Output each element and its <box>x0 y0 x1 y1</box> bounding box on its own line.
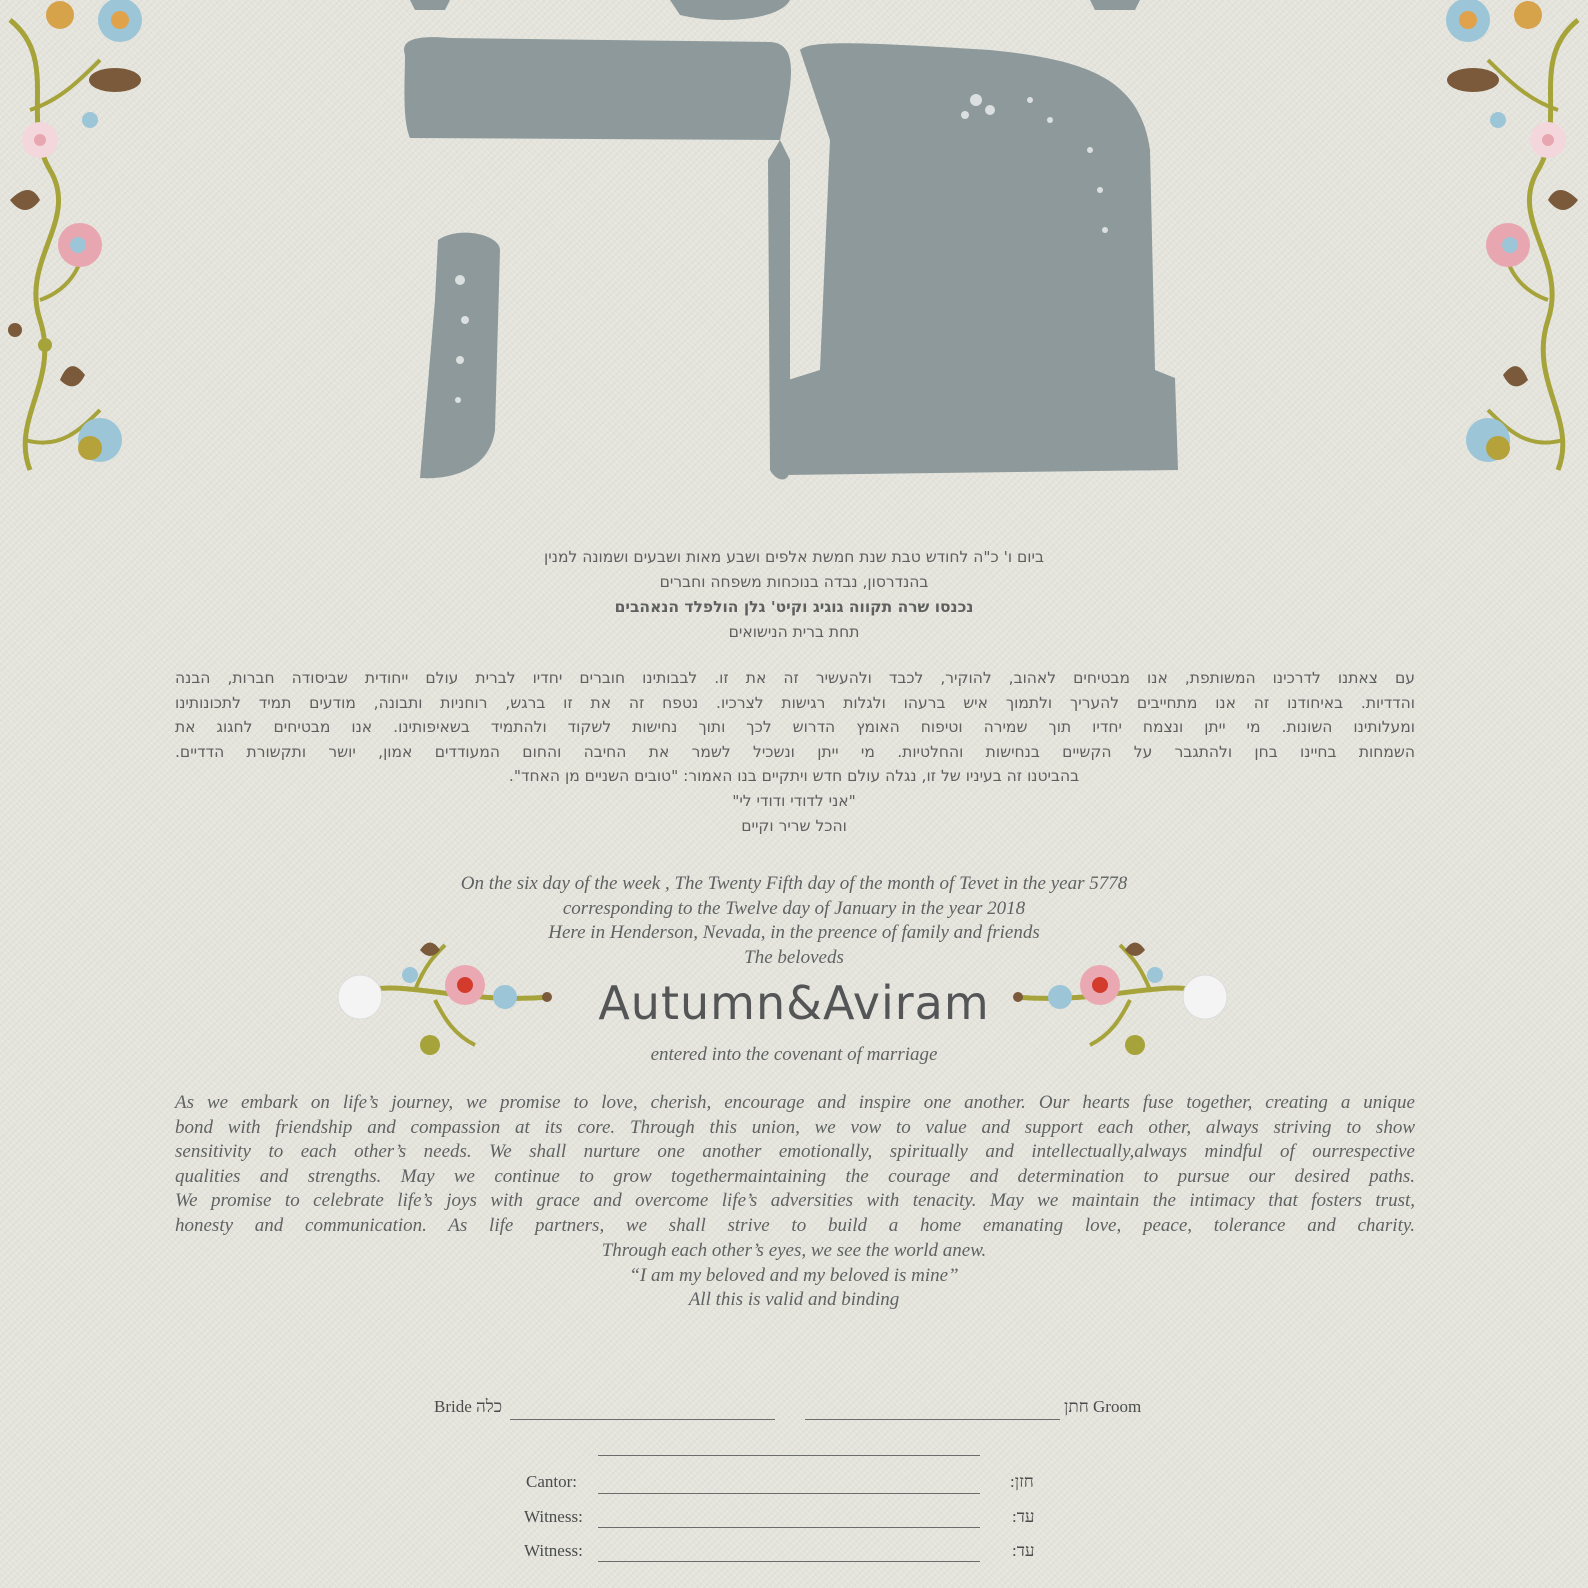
hebrew-intro-line: נכנסו שרה תקווה גוגיג וקיט' גלן הולפלד הנאהבים <box>614 598 974 616</box>
witness1-signature-line[interactable] <box>598 1527 980 1528</box>
english-body-line: sensitivity to each other’s needs. We shall nurture one another emotionally, spiritually and intellectually,always mindful of ourrespective <box>175 1141 1415 1163</box>
right-floral-border <box>1438 0 1588 500</box>
hebrew-body-line: והדדיות. באיחודנו זה אנו מתחייבים להעריך ולתמוך איש ברעהו ולגלות רגישות לצרכיו. נטפח זה את זו ברגש, רוחניות ותבונה, מודעים תמיד לתכונותינו <box>175 693 1415 712</box>
hebrew-body <box>175 666 1415 764</box>
english-body-line: As we embark on life’s journey, we promise to love, cherish, encourage and inspire one another. Our hearts fuse together, creating a unique <box>175 1092 1415 1113</box>
hebrew-closing-line: והכל שריר וקיים <box>741 817 847 835</box>
hebrew-intro-line: ביום ו' כ"ה לחודש טבת שנת חמשת אלפים ושבע מאות ושבעים ושמונה למנין <box>544 548 1044 566</box>
witness1-label: Witness: <box>524 1507 583 1526</box>
bride-signature-line[interactable] <box>510 1419 775 1420</box>
english-closing <box>0 1239 1588 1313</box>
english-intro-line: The beloveds <box>744 946 844 968</box>
hebrew-body-line: ומעלותינו השונות. מי ייתן ונצמח יחדיו תוך שמירה וטיפוח האומץ הדרוש לכך ותוך נחישות לשקוד ולהתמיד בשאיפותינו. אנו מבטיחים לחגוג את <box>175 718 1415 736</box>
hebrew-intro <box>0 545 1588 645</box>
english-intro-line: On the six day of the week , The Twenty Fifth day of the month of Tevet in the year 5778 <box>460 873 1128 894</box>
witness2-signature-line[interactable] <box>598 1561 980 1562</box>
hebrew-closing-line: בהביטנו זה בעיניו של זו, נגלה עולם חדש ויתקיים בנו האמור: "טובים השניים מן האחד". <box>508 767 1080 785</box>
english-body-line: qualities and strengths. May we continue to grow togethermaintaining the courage and determination to pursue our desired paths. <box>175 1165 1415 1187</box>
flower-icon <box>8 0 142 462</box>
hebrew-closing-line: "אני לדודי ודודי לי" <box>732 792 856 810</box>
english-closing-line: Through each other’s eyes, we see the world anew. <box>601 1240 987 1261</box>
cantor-label: Cantor: <box>526 1472 577 1491</box>
english-intro-line: corresponding to the Twelve day of January in the year 2018 <box>562 897 1026 919</box>
covenant-line: entered into the covenant of marriage <box>650 1044 938 1065</box>
witness2-label-hebrew: :עד <box>1012 1541 1035 1560</box>
english-closing-line: All this is valid and binding <box>688 1289 900 1310</box>
hebrew-body-line: השמחות בחיינו בחן ולהתגבר על הקשיים בנחישות והחלטיות. מי ייתן ונשכיל לשמר את החיבה והחום המעודדים אמון, יושר ותקשורת הדדיים. <box>175 742 1415 761</box>
hebrew-closing <box>0 764 1588 839</box>
english-intro-line: Here in Henderson, Nevada, in the preence of family and friends <box>548 922 1040 943</box>
hebrew-intro-line: בהנדרסון, נבדה בנוכחות משפחה וחברים <box>659 573 929 591</box>
groom-signature-line[interactable] <box>805 1419 1060 1420</box>
hebrew-body-line: עם צאתנו לדרכינו המשותפת, אנו מבטיחים לאהוב, להוקיר, לכבד ולהעשיר זה את זו. לבבותינו חוברים יחדיו לברית עולם ייחודית שביסודה חברות, הבנה <box>175 669 1415 687</box>
groom-label: חתן Groom <box>1064 1397 1142 1416</box>
english-body-line: bond with friendship and compassion at its core. Through this union, we vow to value and support each other, always striving to show <box>175 1116 1415 1138</box>
couple-names: Autumn&Aviram <box>598 976 990 1030</box>
hebrew-intro-line: תחת ברית הנישואים <box>728 623 860 641</box>
english-body-line: honesty and communication. As life partners, we shall strive to build a home emanating love, peace, tolerance and charity. <box>175 1214 1415 1236</box>
english-body <box>175 1091 1415 1239</box>
bride-label: Bride כלה <box>434 1397 503 1416</box>
english-body-line: We promise to celebrate life’s joys with grace and overcome life’s adversities with tenacity. May we maintain the intimacy that fosters trust, <box>175 1190 1415 1212</box>
officiant-signature-line[interactable] <box>598 1455 980 1456</box>
witness2-label: Witness: <box>524 1541 583 1560</box>
left-floral-border <box>0 0 150 500</box>
cantor-signature-line[interactable] <box>598 1493 980 1494</box>
english-closing-line: “I am my beloved and my beloved is mine” <box>629 1264 959 1286</box>
cantor-label-hebrew: :חזן <box>1010 1472 1034 1491</box>
english-intro <box>0 872 1588 970</box>
witness1-label-hebrew: :עד <box>1012 1507 1035 1526</box>
hebrew-monogram-logo <box>390 0 1200 500</box>
